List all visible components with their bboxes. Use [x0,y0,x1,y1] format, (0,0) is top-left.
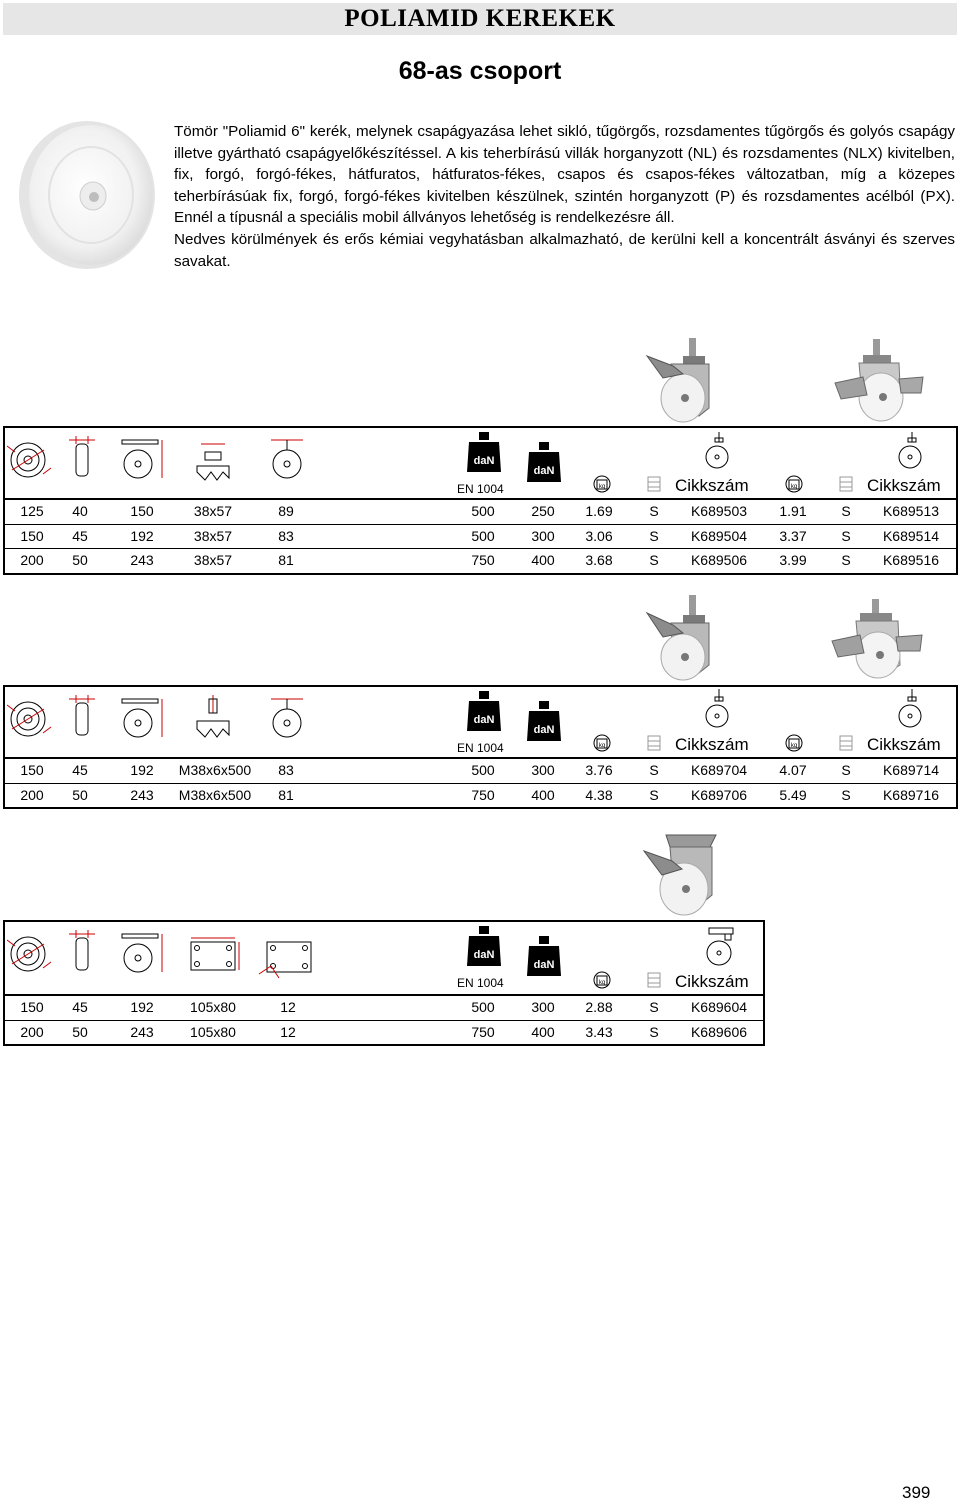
wheel-diameter-icon [7,932,59,972]
cell-pack: S [649,999,659,1015]
cell-weight: 3.43 [585,1023,613,1040]
table-row [5,549,956,573]
cell-height: 192 [130,762,154,778]
cell-weight: 2.88 [585,999,613,1015]
cell-weight: 3.99 [779,552,807,568]
article-number-header: Cikkszám [867,735,941,754]
cell-height: 243 [130,552,154,568]
article-number-header: Cikkszám [867,476,941,495]
cell-pack: S [841,762,851,778]
stem-hole-size-icon [193,440,233,482]
cell-pack: S [841,527,851,544]
cell-height: 243 [130,786,154,803]
dan-label: daN [473,949,495,961]
package-icon [839,735,853,751]
dynamic-load-weight-icon [467,691,501,731]
cell-width: 40 [72,503,88,519]
plate-swivel-brake-caster-icon [705,926,737,968]
cell-article: K689513 [882,503,940,519]
dan-label: daN [533,959,555,971]
dan-label: daN [533,724,555,736]
overall-height-icon [118,695,166,741]
kg-label: kg [598,743,606,749]
cell-offset: 83 [278,527,294,544]
cell-mount: M38x6x500 [178,786,252,803]
cell-load-dynamic: 500 [471,762,495,778]
offset-icon [267,436,307,482]
table-row [5,759,956,784]
kg-label: kg [790,484,798,490]
cell-pack: S [841,552,851,568]
title-bar [3,3,957,35]
weight-kg-icon [593,970,611,990]
cell-mount: M38x6x500 [178,762,252,778]
cell-article: K689706 [690,786,748,803]
cell-height: 150 [130,503,154,519]
cell-width: 50 [72,786,88,803]
cell-plate-size: 105x80 [190,999,236,1015]
caster-brake-stem-stainless-photo [830,597,925,682]
cell-article: K689606 [690,1023,748,1040]
dan-label: daN [473,714,495,726]
weight-kg-icon [593,733,611,753]
overall-height-icon [118,436,166,482]
product-table-3 [3,920,765,1046]
overall-height-icon [118,930,166,976]
swivel-stem-brake-caster-icon [898,689,926,731]
cell-load-static: 400 [531,552,555,568]
table-row [5,1021,763,1045]
cell-offset: 89 [278,503,294,519]
page-number: 399 [902,1483,931,1502]
cell-weight: 5.49 [779,786,807,803]
wheel-width-icon [67,930,97,974]
cell-diameter: 200 [20,552,44,568]
cell-offset: 81 [278,786,294,803]
cell-load-static: 300 [531,762,555,778]
table-body [5,759,956,807]
package-icon [647,735,661,751]
cell-width: 45 [72,527,88,544]
cell-offset: 81 [278,552,294,568]
wheel-diameter-icon [7,697,59,737]
table-row [5,996,763,1021]
package-icon [839,476,853,492]
cell-pack: S [649,527,659,544]
en-1004-label: EN 1004 [457,482,504,496]
table-body [5,500,956,573]
cell-article: K689504 [690,527,748,544]
table-header [5,687,956,759]
cell-pack: S [841,503,851,519]
cell-bolt-hole: 12 [280,999,296,1015]
cell-article: K689506 [690,552,748,568]
package-icon [647,476,661,492]
cell-pack: S [649,552,659,568]
cell-pack: S [649,762,659,778]
cell-weight: 3.06 [585,527,613,544]
cell-diameter: 200 [20,1023,44,1040]
cell-weight: 3.68 [585,552,613,568]
cell-load-static: 250 [531,503,555,519]
cell-mount: 38x57 [193,503,233,519]
en-1004-label: EN 1004 [457,741,504,755]
cell-height: 192 [130,999,154,1015]
product-table-1 [3,426,958,575]
plate-size-icon [185,936,241,976]
weight-kg-icon [785,733,803,753]
table-row [5,500,956,525]
dynamic-load-weight-icon [467,926,501,966]
dynamic-load-weight-icon [467,432,501,472]
table-row [5,525,956,550]
cell-load-dynamic: 750 [471,786,495,803]
cell-width: 50 [72,1023,88,1040]
cell-diameter: 150 [20,527,44,544]
weight-kg-icon [593,474,611,494]
caster-brake-photo [643,336,723,424]
article-number-header: Cikkszám [675,972,749,991]
cell-mount: 38x57 [193,527,233,544]
table-header [5,428,956,500]
cell-diameter: 150 [20,762,44,778]
static-load-weight-icon [527,936,561,976]
cell-article: K689503 [690,503,748,519]
table-header [5,922,763,996]
cell-load-static: 300 [531,527,555,544]
cell-width: 45 [72,999,88,1015]
table-body [5,996,763,1044]
cell-article: K689714 [882,762,940,778]
wheel-width-icon [67,695,97,739]
en-1004-label: EN 1004 [457,976,504,990]
cell-weight: 1.91 [779,503,807,519]
cell-mount: 38x57 [193,552,233,568]
bolt-hole-spacing-icon [257,936,317,980]
wheel-photo [17,120,157,270]
cell-article: K689716 [882,786,940,803]
swivel-stem-caster-icon [705,689,733,731]
cell-weight: 1.69 [585,503,613,519]
cell-weight: 3.76 [585,762,613,778]
intro-paragraph: Tömör "Poliamid 6" kerék, melynek csapágyazása lehet sikló, tűgörgős, rozsdamentes tűgörgős és golyós csapágy illetve gyártható csapágyelőkészítéssel. A kis teherbírású villák horganyzott (NL) és rozsdamentes (NLX) kivitelben, fix, forgó, forgó-fékes, hátfuratos, hátfuratos-fékes, csapos és csapos-fékes változatban, míg a közepes teherbírásúak fix, forgó, forgó-fékes kivitelben készülnek, szintén horganyzott (P) és rozsdamentes acélból (PX). Ennél a típusnál a speciális mobil állványos lehetőség is rendelkezésre áll. [174,123,955,227]
swivel-caster-icon [705,432,733,472]
kg-label: kg [790,743,798,749]
static-load-weight-icon [527,442,561,482]
cell-load-static: 300 [531,999,555,1015]
intro-paragraph: Nedves körülmények és erős kémiai vegyhatásban alkalmazható, de kerülni kell a koncentrált ásványi és szerves savakat. [174,230,955,270]
caster-brake-stem-photo [643,593,723,681]
offset-icon [267,695,307,741]
dan-label: daN [473,455,495,467]
cell-height: 243 [130,1023,154,1040]
caster-brake-stainless-photo [833,337,925,423]
cell-plate-size: 105x80 [190,1023,236,1040]
package-icon [647,972,661,988]
cell-load-dynamic: 500 [471,999,495,1015]
cell-offset: 83 [278,762,294,778]
cell-article: K689604 [690,999,748,1015]
page-title: POLIAMID KEREKEK [344,5,616,32]
article-number-header: Cikkszám [675,735,749,754]
cell-width: 45 [72,762,88,778]
cell-article: K689516 [882,552,940,568]
kg-label: kg [598,484,606,490]
cell-pack: S [649,1023,659,1040]
cell-height: 192 [130,527,154,544]
cell-pack: S [841,786,851,803]
cell-pack: S [649,786,659,803]
cell-pack: S [649,503,659,519]
table-row [5,784,956,808]
weight-kg-icon [785,474,803,494]
cell-load-dynamic: 750 [471,1023,495,1040]
cell-weight: 4.07 [779,762,807,778]
cell-article: K689704 [690,762,748,778]
cell-diameter: 150 [20,999,44,1015]
cell-bolt-hole: 12 [280,1023,296,1040]
cell-load-dynamic: 750 [471,552,495,568]
intro-text [174,121,955,272]
cell-diameter: 200 [20,786,44,803]
cell-width: 50 [72,552,88,568]
product-table-2 [3,685,958,809]
cell-weight: 4.38 [585,786,613,803]
page-subtitle: 68-as csoport [398,57,562,85]
article-number-header: Cikkszám [675,476,749,495]
swivel-brake-caster-icon [898,432,926,472]
kg-label: kg [598,980,606,986]
cell-weight: 3.37 [779,527,807,544]
cell-article: K689514 [882,527,940,544]
caster-plate-brake-photo [640,829,735,917]
static-load-weight-icon [527,701,561,741]
cell-load-dynamic: 500 [471,503,495,519]
cell-diameter: 125 [20,503,44,519]
dan-label: daN [533,465,555,477]
wheel-width-icon [67,436,97,480]
cell-load-static: 400 [531,786,555,803]
cell-load-static: 400 [531,1023,555,1040]
cell-load-dynamic: 500 [471,527,495,544]
wheel-diameter-icon [7,438,59,478]
threaded-stem-icon [193,695,233,741]
